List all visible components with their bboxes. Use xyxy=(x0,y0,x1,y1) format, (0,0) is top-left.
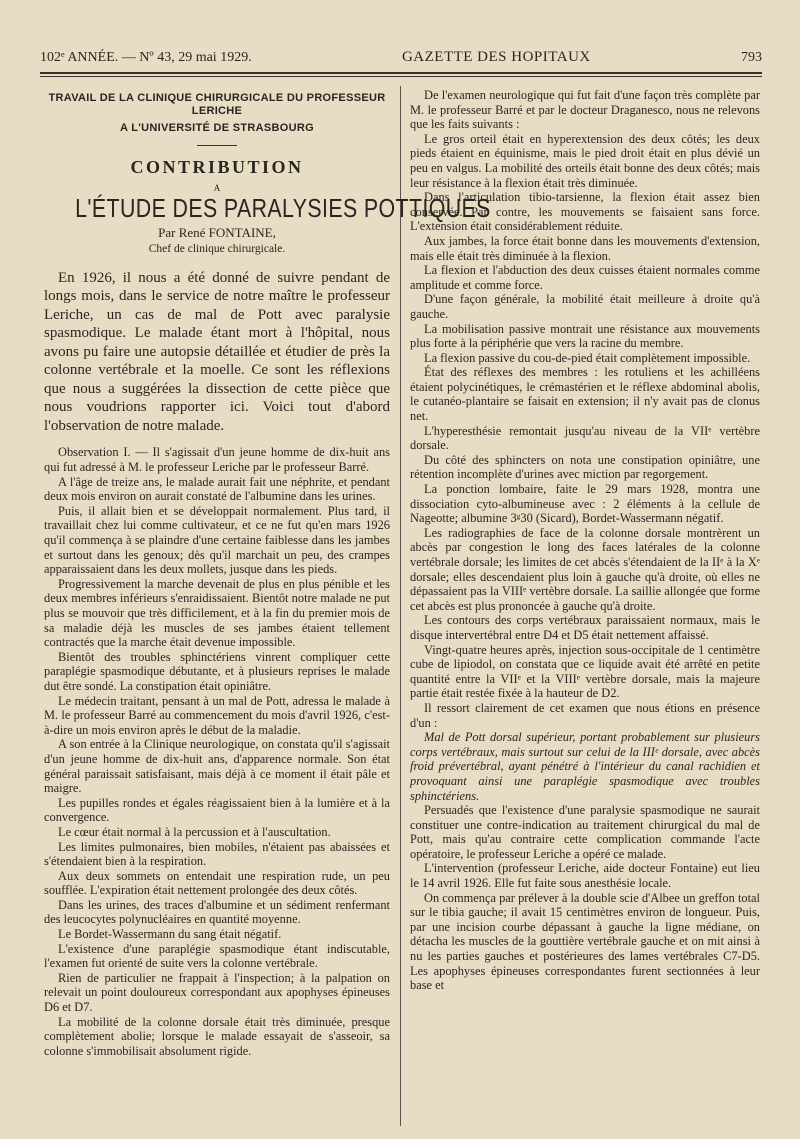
left-body xyxy=(44,445,390,1058)
body-paragraph: Rien de particulier ne frappait à l'inspection; à la palpation on relevait un point douloureux correspondant aux apophyses épineuses D6 et D7. xyxy=(44,970,390,1015)
body-paragraph: Vingt-quatre heures après, injection sous-occipitale de 1 centimètre cube de lipiodol, on constata que ce liquide avait été arrêté en petite quantité entre la VIIᵉ et la VIIIᵉ vertèbre dorsale, mais la majeure partie était restée fixée à la hauteur de D2. xyxy=(410,642,760,701)
body-paragraph: A son entrée à la Clinique neurologique, on constata qu'il s'agissait d'un jeune homme de dix-huit ans, d'apparence normale. Son état général paraissait satisfaisant, mais déjà à ce moment il était pâle et maigre. xyxy=(44,737,390,796)
body-paragraph: L'hyperesthésie remontait jusqu'au niveau de la VIIᵉ vertèbre dorsale. xyxy=(410,423,760,453)
article-title: L'ÉTUDE DES PARALYSIES POTTIQUES xyxy=(75,193,491,224)
body-paragraph: La mobilisation passive montrait une résistance aux mouvements plus forte à la périphérie que vers la racine du membre. xyxy=(410,321,760,351)
header-rule-thick xyxy=(40,72,762,74)
body-paragraph: La flexion et l'abduction des deux cuisses étaient normales comme amplitude et comme force. xyxy=(410,263,760,292)
article-kicker: CONTRIBUTION xyxy=(130,157,304,177)
body-paragraph: Progressivement la marche devenait de plus en plus pénible et les deux membres inférieurs s'enraidissaient. Bientôt notre malade ne put plus se mouvoir que très difficilement, et à la fin du premier mois de sa maladie déjà les muscles de ses jambes étaient tellement contractés que la marche était devenue impossible. xyxy=(44,576,390,650)
body-paragraph: De l'examen neurologique qui fut fait d'une façon très complète par M. le professeur Barré et par le docteur Draganesco, nous ne relevons que les faits suivants : xyxy=(410,88,760,132)
body-paragraph: L'intervention (professeur Leriche, aide docteur Fontaine) eut lieu le 14 avril 1926. Elle fut faite sous anesthésie locale. xyxy=(410,861,760,891)
body-paragraph: On commença par prélever à la double scie d'Albee un greffon total sur le tibia gauche; il avait 15 centimètres environ de longueur. Puis, par une incision courbe dépassant à gauche la ligne médiane, on détacha les muscles de la gouttière vertébrale gauche et on mit ainsi à nu les parties gauches et postérieures des lames vertébrales C7-D5. Les apophyses épineuses correspondantes furent sectionnées à leur base et xyxy=(410,890,760,993)
body-paragraph: D'une façon générale, la mobilité était meilleure à droite qu'à gauche. xyxy=(410,292,760,321)
body-paragraph: Mal de Pott dorsal supérieur, portant probablement sur plusieurs corps vertébraux, mais surtout sur celui de la IIIᵉ dorsale, avec abcès froid prévertébral, ayant pénétré à l'intérieur du canal rachidien et provoquant ainsi une paraplégie spasmodique avec troubles sphinctériens. xyxy=(410,730,760,803)
body-paragraph: Persuadés que l'existence d'une paralysie spasmodique ne saurait constituer une contre-indication au traitement chirurgical du mal de Pott, mais qu'au contraire cette complication commande l'acte opératoire, le professeur Leriche a opéré ce malade. xyxy=(410,803,760,861)
body-paragraph: Le Bordet-Wassermann du sang était négatif. xyxy=(58,927,282,942)
body-paragraph: Le gros orteil était en hyperextension des deux côtés; les deux pieds étaient en équinisme, mais le pied droit était en plus dévié un peu en valgus. La mobilité des orteils était bonne des deux côtés; mais leur résistance à la flexion était très diminuée. xyxy=(410,131,760,190)
journal-title: GAZETTE DES HOPITAUX xyxy=(401,49,591,65)
institution-line-1: TRAVAIL DE LA CLINIQUE CHIRURGICALE DU PROFESSEUR LERICHE xyxy=(48,92,386,117)
body-paragraph: Le médecin traitant, pensant à un mal de Pott, adressa le malade à M. le professeur Barré au commencement du mois d'avril 1926, c'est-à-dire un mois environ après le début de la maladie. xyxy=(44,693,390,737)
running-header xyxy=(40,44,762,66)
body-paragraph: Aux deux sommets on entendait une respiration rude, un peu soufflée. L'expiration était nettement prolongée des deux côtés. xyxy=(44,868,390,898)
body-paragraph: Du côté des sphincters on nota une constipation opiniâtre, une rétention incomplète d'urines avec miction par regorgement. xyxy=(410,452,760,482)
body-paragraph: État des réflexes des membres : les rotuliens et les achilléens étaient polycinétiques, le crémastérien et le réflexe abdominal abolis, le cutanéo-plantaire se faisait en extension; il n'y avait pas de clonus net. xyxy=(410,365,760,424)
left-column xyxy=(44,88,491,1058)
page-number: 793 xyxy=(740,50,762,65)
body-paragraph: Dans l'articulation tibio-tarsienne, la flexion était assez bien conservée. Par contre, les mouvements se faisaient sans force. L'extension était considérablement réduite. xyxy=(410,190,760,234)
body-paragraph: Aux jambes, la force était bonne dans les mouvements d'extension, mais elle était très diminuée à la flexion. xyxy=(410,233,760,263)
article-preposition: A xyxy=(213,182,221,193)
author-role: Chef de clinique chirurgicale. xyxy=(148,243,286,256)
header-rule-thin xyxy=(40,76,762,77)
body-paragraph: Les contours des corps vertébraux paraissaient normaux, mais le disque intervertébral entre D4 et D5 était nettement affaissé. xyxy=(410,613,760,642)
body-paragraph: La flexion passive du cou-de-pied était complètement impossible. xyxy=(424,350,751,365)
right-column xyxy=(410,88,760,993)
right-body xyxy=(410,88,760,993)
body-paragraph: Les pupilles rondes et égales réagissaient bien à la lumière et à la convergence. xyxy=(44,795,390,825)
body-paragraph: Puis, il allait bien et se développait normalement. Plus tard, il travaillait chez lui comme cultivateur, et ce ne fut qu'en mars 1926 qu'il commença à se plaindre d'une certaine faiblesse dans les jambes et surtout dans les genoux; dès qu'il marchait un peu, des crampes apparaissaient dans les deux mollets, jusque dans les pieds. xyxy=(44,503,390,577)
institution-line-2: A L'UNIVERSITÉ DE STRASBOURG xyxy=(120,122,314,134)
body-paragraph: La ponction lombaire, faite le 29 mars 1928, montra une dissociation cyto-albumineuse avec : 2 éléments à la cellule de Nageotte; albumine 3ᵍ30 (Sicard), Bordet-Wassermann négatif. xyxy=(410,482,760,526)
body-paragraph: Il ressort clairement de cet examen que nous étions en présence d'un : xyxy=(410,700,760,730)
body-paragraph: Observation I. — Il s'agissait d'un jeune homme de dix-huit ans qui fut adressé à M. le professeur Leriche par le professeur Barré. xyxy=(44,445,390,475)
column-divider xyxy=(400,86,401,1126)
body-paragraph: A l'âge de treize ans, le malade aurait fait une néphrite, et pendant deux mois environ on aurait constaté de l'albumine dans les urines. xyxy=(44,474,390,504)
body-paragraph: La mobilité de la colonne dorsale était très diminuée, presque complètement abolie; lorsque le malade essayait de s'asseoir, sa colonne s'immobilisait absolument rigide. xyxy=(44,1014,390,1058)
intro-paragraph: En 1926, il nous a été donné de suivre pendant de longs mois, dans le service de notre maître le professeur Leriche, un cas de mal de Pott avec paralysie spasmodique. Le malade étant mort à l'hôpital, nous avons pu faire une autopsie détaillée et étudier de près la colonne vertébrale et la moelle. Ce sont les réflexions que nous a suggérées la dissection de cette pièce que nous voudrions rapporter ici. Voici tout d'abord l'observation de notre malade. xyxy=(44,269,390,434)
body-paragraph: L'existence d'une paraplégie spasmodique étant indiscutable, l'examen fut orienté de suite vers la colonne vertébrale. xyxy=(44,941,390,971)
body-paragraph: Les limites pulmonaires, bien mobiles, n'étaient pas abaissées et s'étendaient bien à la respiration. xyxy=(44,839,390,869)
body-paragraph: Bientôt des troubles sphinctériens vinrent compliquer cette paraplégie spasmodique débutante, et à plusieurs reprises le malade dut être sondé. La constipation était opiniâtre. xyxy=(44,649,390,693)
title-rule xyxy=(197,145,237,146)
article-intro xyxy=(44,269,390,436)
issue-info: 102ᵉ ANNÉE. — Nº 43, 29 mai 1929. xyxy=(40,50,252,65)
body-paragraph: Dans les urines, des traces d'albumine et un sédiment renfermant des leucocytes polynucléaires en quantité moyenne. xyxy=(44,897,390,927)
body-paragraph: Le cœur était normal à la percussion et à l'auscultation. xyxy=(58,824,331,839)
author-byline: Par René FONTAINE, xyxy=(158,224,276,240)
body-paragraph: Les radiographies de face de la colonne dorsale montrèrent un abcès par congestion le long des faces latérales de la colonne vertébrale dorsale; les limites de cet abcès s'étendaient de la IIᵉ à la Xᵉ dorsale; elles descendaient plus loin à gauche qu'à droite, où elles ne dépassaient pas la VIIIᵉ vertèbre dorsale. La saillie allongée que forme cet abcès est plus prononcée à gauche qu'à droite. xyxy=(410,525,760,613)
